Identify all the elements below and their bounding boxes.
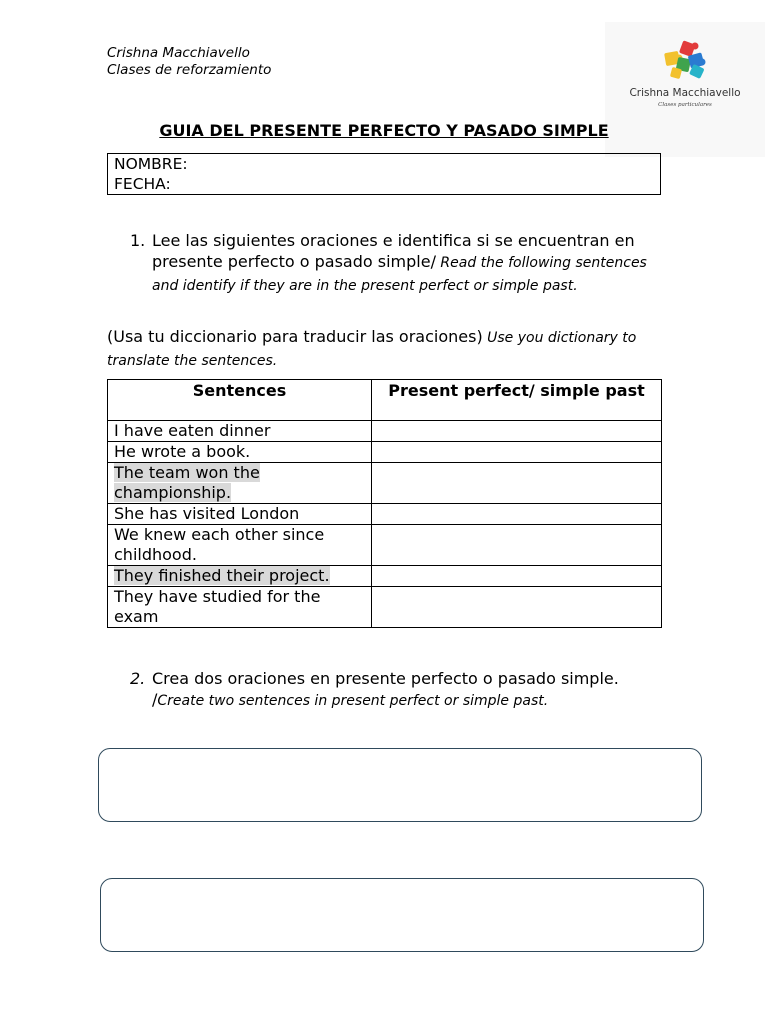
answer-cell[interactable] xyxy=(372,463,662,504)
logo-name: Crishna Macchiavello xyxy=(629,87,741,99)
document-header xyxy=(107,45,271,79)
sentence-cell xyxy=(108,566,372,587)
table-row xyxy=(108,421,662,442)
answer-box-1[interactable] xyxy=(98,748,702,822)
sentence-cell xyxy=(108,504,372,525)
dictionary-note-en: Use you dictionary to translate the sentences. xyxy=(107,330,637,369)
answer-cell[interactable] xyxy=(372,421,662,442)
name-label: NOMBRE: xyxy=(114,155,188,173)
sentence-cell xyxy=(108,525,372,566)
header-subtitle: Clases de reforzamiento xyxy=(107,62,272,78)
sentence-text: They have studied for the exam xyxy=(114,587,321,626)
date-label: FECHA: xyxy=(114,175,171,193)
table-row xyxy=(108,566,662,587)
answer-box-2[interactable] xyxy=(100,878,704,952)
sentence-text: She has visited London xyxy=(114,504,300,523)
answer-cell[interactable] xyxy=(372,566,662,587)
question-1-text-en: Read the following sentences and identify if they are in the present perfect or simple past. xyxy=(152,255,647,294)
answer-cell[interactable] xyxy=(372,525,662,566)
sentence-text: We knew each other since childhood. xyxy=(114,525,325,564)
question-2-number: 2. xyxy=(130,669,146,688)
question-1-text-es: Lee las siguientes oraciones e identifica si se encuentran en presente perfecto o pasado simple/ xyxy=(152,231,635,271)
dictionary-note xyxy=(107,326,667,372)
sentences-column-header: Sentences xyxy=(108,380,372,421)
sentence-cell xyxy=(108,421,372,442)
sentence-cell xyxy=(108,442,372,463)
page-title: GUIA DEL PRESENTE PERFECTO Y PASADO SIMPLE xyxy=(159,121,609,140)
sentence-cell xyxy=(108,463,372,504)
sentences-table xyxy=(107,379,662,628)
puzzle-pieces-icon xyxy=(657,40,713,88)
table-row xyxy=(108,587,662,628)
question-2-text-en: Create two sentences in present perfect or simple past. xyxy=(157,693,549,709)
dictionary-note-es: (Usa tu diccionario para traducir las oraciones) xyxy=(107,327,483,346)
sentence-text: He wrote a book. xyxy=(114,442,251,461)
table-row xyxy=(108,525,662,566)
author-name: Crishna Macchiavello xyxy=(107,45,250,61)
table-row xyxy=(108,504,662,525)
question-2-text-es: Crea dos oraciones en presente perfecto o pasado simple. / xyxy=(152,669,619,709)
answer-column-header: Present perfect/ simple past xyxy=(372,380,662,421)
sentence-text: I have eaten dinner xyxy=(114,421,271,440)
sentence-text: They finished their project. xyxy=(114,566,330,585)
sentence-text: The team won the championship. xyxy=(114,463,260,502)
answer-cell[interactable] xyxy=(372,504,662,525)
table-row xyxy=(108,463,662,504)
table-header-row xyxy=(108,380,662,421)
sentence-cell xyxy=(108,587,372,628)
logo-tagline: Clases particulares xyxy=(658,102,712,108)
question-2-text xyxy=(152,668,670,712)
question-1-text xyxy=(152,230,650,297)
answer-cell[interactable] xyxy=(372,587,662,628)
table-row xyxy=(108,442,662,463)
answer-cell[interactable] xyxy=(372,442,662,463)
student-info-box xyxy=(107,153,661,195)
question-1-number: 1. xyxy=(130,231,146,250)
